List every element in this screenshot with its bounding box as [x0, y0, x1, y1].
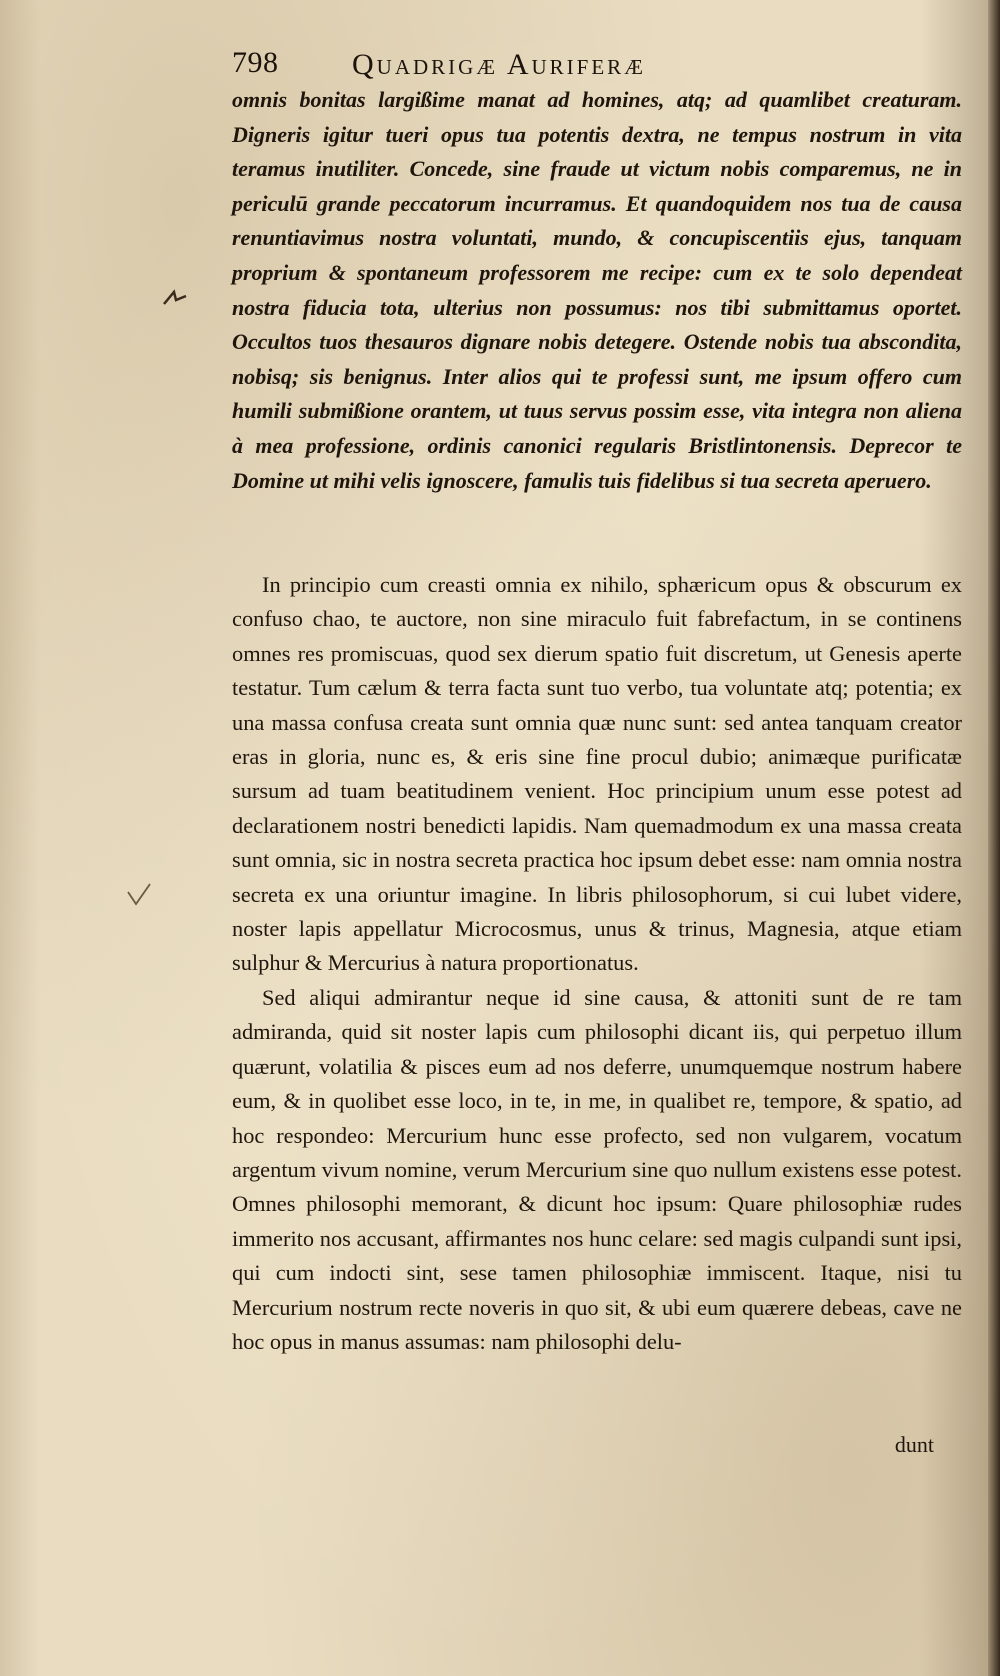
marginal-check-mark-icon — [124, 880, 154, 910]
marginal-ink-mark-icon — [160, 286, 190, 310]
main-text-body — [232, 568, 962, 1359]
paragraph-sed-aliqui: Sed aliqui admirantur neque id sine causa, & attoniti sunt de re tam admiranda, quid sit noster lapis cum philosophi dicant iis, qui perpetuo illum quærunt, volatilia & pisces eum ad nos deferre, unumquemque nostrum habere eum, & in quolibet esse loco, in te, in me, in qualibet re, tempore, & spatio, ad hoc respondeo: Mercurium hunc esse profecto, sed non vulgarem, vocatum argentum vivum nomine, verum Mercurium sine quo nullum existens esse potest. Omnes philosophi memorant, & dicunt hoc ipsum: Quare philosophiæ rudes immerito nos accusant, affirmantes nos hunc celare: sed magis culpandi sunt ipsi, qui cum indocti sint, sese tamen philosophiæ immiscent. Itaque, nisi tu Mercurium nostrum recte noveris in quo sit, & ubi eum quærere debeas, cave ne hoc opus in manus assumas: nam philosophi delu- — [232, 984, 962, 1354]
catchword: dunt — [894, 1432, 934, 1457]
running-head-title: Quadrigæ Auriferæ — [352, 48, 646, 81]
italic-prayer-text: omnis bonitas largißime manat ad homines, atq; ad quamlibet creaturam. Digneris igitur tueri opus tua potentis dextra, ne tempus nostrum in vita teramus inutiliter. Concede, sine fraude ut victum nobis comparemus, ne in periculū grande peccatorum incurramus. Et quandoquidem nos tua de causa renuntiavimus nostra voluntati, mundo, & concupiscentiis ejus, tanquam proprium & spontaneum professorem me recipe: cum ex te solo dependeat nostra fiducia tota, ulterius non possumus: nos tibi submittamus oportet. Occultos tuos thesauros dignare nobis detegere. Ostende nobis tua abscondita, nobisq; sis benignus. Inter alios qui te professi sunt, me ipsum offero cum humili submißione orantem, ut tuus servus possim esse, vita integra non aliena à mea professione, ordinis canonici regularis Bristlintonensis. Deprecor te Domine ut mihi velis ignoscere, famulis tuis fidelibus si tua secreta aperuero. — [232, 87, 962, 493]
paragraph-principio: In principio cum creasti omnia ex nihilo, sphæricum opus & obscurum ex confuso chao, te auctore, non sine miraculo fuit fabrefactum, in se continens omnes res promiscuas, quod sex dierum spatio fuit discretum, ut Genesis aperte testatur. Tum cælum & terra facta sunt tuo verbo, tua voluntate atq; potentia; ex una massa confusa creata sunt omnia quæ nunc sunt: sed antea tanquam creator eras in gloria, nunc es, & eris sine fine procul dubio; animæque purificatæ sursum ad tuam beatitudinem venient. Hoc principium unum esse potest ad declarationem nostri benedicti lapidis. Nam quemadmodum ex una massa creata sunt omnia, sic in nostra secreta practica hoc ipsum debet esse: nam omnia nostra secreta ex una oriuntur imagine. In libris philosophorum, si cui lubet videre, noster lapis appellatur Microcosmus, unus & trinus, Magnesia, atque etiam sulphur & Mercurius à natura proportionatus. — [232, 572, 962, 976]
page-gutter-shadow — [988, 0, 1000, 1676]
page-number: 798 — [232, 46, 279, 79]
